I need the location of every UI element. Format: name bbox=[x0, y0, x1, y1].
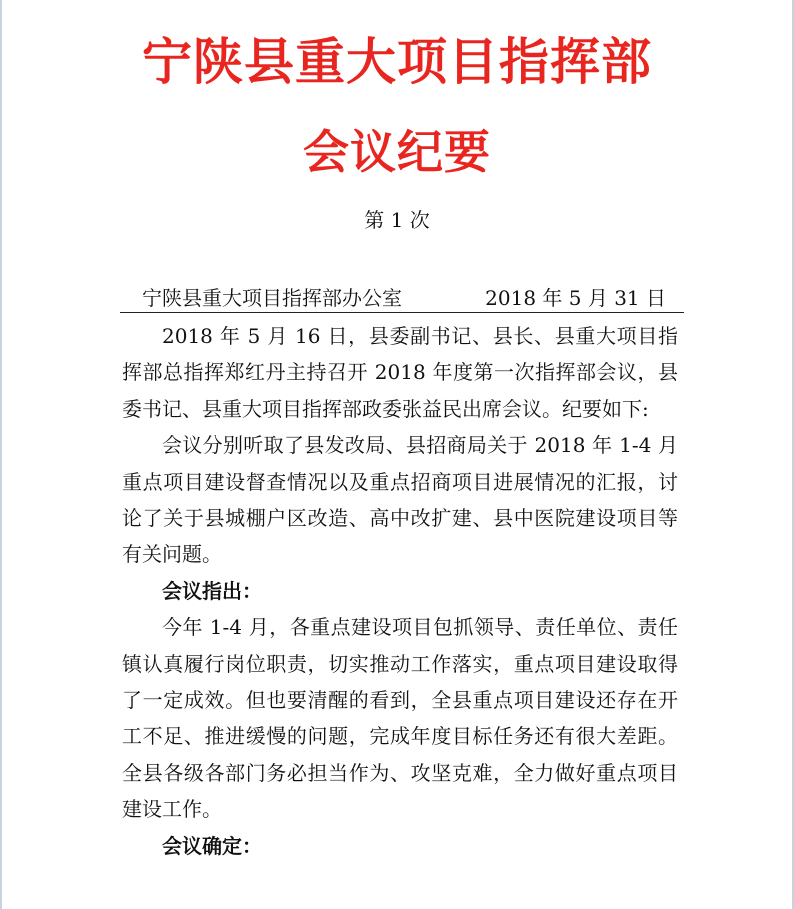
paragraph-agenda: 会议分别听取了县发改局、县招商局关于 2018 年 1-4 月重点项目建设督查情况以及重点招商项目进展情况的汇报，讨论了关于县城棚户区改造、高中改扩建、县中医院建设项目等有关问题。 bbox=[122, 433, 678, 567]
section-heading-decisions: 会议确定： bbox=[162, 833, 262, 858]
document-title: 宁陕县重大项目指挥部 bbox=[142, 33, 652, 91]
document-body bbox=[122, 318, 678, 864]
header-row bbox=[120, 284, 684, 314]
section-heading-points: 会议指出： bbox=[162, 578, 262, 603]
issuing-office: 宁陕县重大项目指挥部办公室 bbox=[142, 286, 402, 310]
document-subtitle: 会议纪要 bbox=[303, 125, 491, 179]
paragraph-intro: 2018 年 5 月 16 日，县委副书记、县长、县重大项目指挥部总指挥郑红丹主持召开 2018 年度第一次指挥部会议，县委书记、县重大项目指挥部政委张益民出席会议。纪要如下: bbox=[122, 324, 678, 421]
header-divider bbox=[120, 312, 684, 313]
paragraph-points: 今年 1-4 月，各重点建设项目包抓领导、责任单位、责任镇认真履行岗位职责，切实推动工作落实，重点项目建设取得了一定成效。但也要清醒的看到，全县重点项目建设还存在开工不足、推进缓慢的问题，完成年度目标任务还有很大差距。全县各级各部门务必担当作为、攻坚克难，全力做好重点项目建设工作。 bbox=[122, 615, 678, 822]
issue-date: 2018 年 5 月 31 日 bbox=[485, 286, 666, 310]
issue-number: 第 1 次 bbox=[364, 208, 430, 232]
